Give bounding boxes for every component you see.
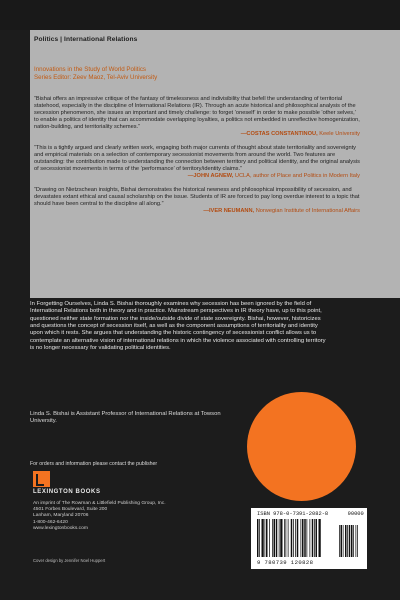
series-title: Innovations in the Study of World Politics — [34, 66, 147, 73]
description-text: In Forgetting Ourselves, Linda S. Bishai thoroughly examines why secession has been ignored by the field of International Relations both in theory and in practice. Mainstream perspectives in IR theory have, up to this point, questioned neither state formation nor the inside/outside divide of state sovereignty. Bishai, however, historicizes and questions the concept of secession itself, as well as the component assumptions of territoriality and identity upon which it rests. She argues that understanding the historic contingency of secessionist conflict allows us to contemplate an alternative vision of international relations in which the violence associated with controlling territory is no longer necessary for validating political identities. — [30, 301, 326, 352]
publisher-line: 1-800-462-6420 — [33, 519, 68, 525]
isbn-text — [257, 511, 364, 517]
price-code: 90000 — [347, 511, 364, 517]
barcode-box — [251, 508, 367, 569]
endorsement-quote — [34, 187, 360, 215]
book-description — [30, 301, 328, 352]
subject-category: Politics | International Relations — [34, 36, 138, 43]
quote-attribution — [34, 173, 360, 180]
endorsements — [34, 96, 360, 221]
publisher-logo-text: LEXINGTON BOOKS — [33, 489, 101, 495]
barcode-digits: 9 780739 120828 — [257, 559, 314, 566]
series-editor: Series Editor: Zeev Maoz, Tel-Aviv University — [34, 73, 158, 81]
quote-attribution — [34, 208, 360, 215]
publisher-line: 4501 Forbes Boulevard, Suite 200 — [33, 507, 108, 513]
quote-affiliation: Norwegian Institute of International Affairs — [254, 207, 360, 214]
quote-text: “Bishai offers an impressive critique of the fantasy of timelessness and indivisibility that befell the understanding of territorial statehood, especially in the discipline of International Relations (IR). Through an acute historical and philosophical analysis of the secession phenomenon, she issues an important and timely challenge: to forget ‘oneself’ in order to make possible ‘other selves,’ to enable a politics of identity that can accommodate overlapping loyalties, a politics not embedded in unreflective homogenization, nation-building, and territoriality schemes.” — [34, 96, 360, 131]
cover-credit: Cover design by Jennifer Noel Huppert — [33, 558, 106, 563]
endorsement-quote — [34, 96, 360, 138]
quote-affiliation: Keele University — [317, 131, 360, 138]
barcode-bars — [257, 519, 361, 557]
orders-note: For orders and information please contact the publisher — [30, 461, 158, 467]
top-band — [0, 0, 400, 30]
quote-author: —JOHN AGNEW, — [187, 172, 234, 179]
quote-text: “Drawing on Nietzschean insights, Bishai demonstrates the historical newness and philosophical impossibility of secession, and devastates extant ethical and causal scholarship on the issue. Students of IR are forced to pay long overdue interest to a topic that should have been central to the discipline all along.” — [34, 186, 360, 207]
quote-attribution — [34, 131, 360, 138]
quote-author: —IVER NEUMANN, — [203, 207, 255, 214]
author-bio: Linda S. Bishai is Assistant Professor of International Relations at Towson University. — [30, 411, 221, 425]
orange-circle-graphic — [247, 392, 356, 501]
publisher-line: Lanham, Maryland 20706 — [33, 513, 89, 519]
endorsement-quote — [34, 145, 360, 180]
publisher-info — [33, 501, 166, 532]
lexington-logo-icon — [33, 471, 50, 487]
publisher-line: An imprint of The Rowman & Littlefield Publishing Group, Inc. — [33, 501, 166, 506]
quote-text: “This is a tightly argued and clearly written work, engaging both major currents of thought about state territoriality and sovereignty and empirical materials on a selection of contemporary secessionist movements from around the world. Two features are outstanding: the contribution made to understanding the connection between territory and political identity, and the original analysis of secessionist movements in terms of the ‘performance’ of territory/identity claims.” — [34, 144, 361, 172]
quote-author: —COSTAS CONSTANTINOU, — [240, 131, 318, 138]
quote-affiliation: UCLA, author of Place and Politics in Modern Italy — [233, 172, 360, 179]
publisher-line: www.lexingtonbooks.com — [33, 525, 88, 531]
series-info — [34, 66, 364, 82]
isbn-number: ISBN 978-0-7391-2082-8 — [257, 511, 329, 517]
